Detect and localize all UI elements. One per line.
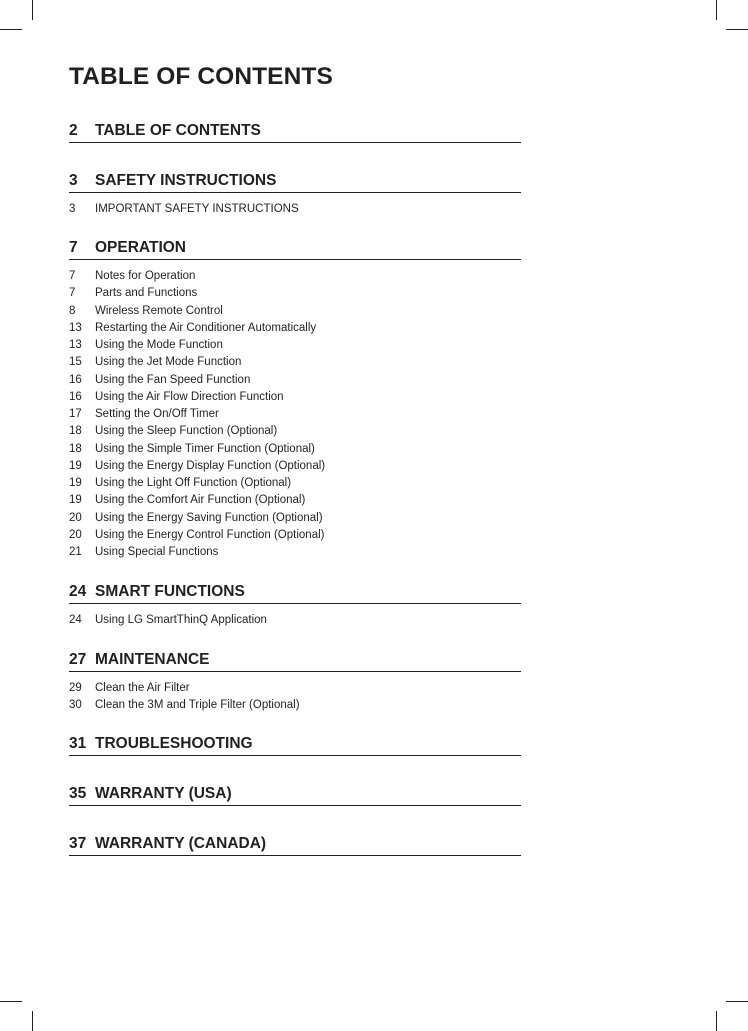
toc-entry-label: Using the Simple Timer Function (Optional) xyxy=(95,442,315,455)
toc-section-page-number: 24 xyxy=(69,583,87,600)
toc-entry-list xyxy=(69,269,521,563)
toc-section xyxy=(69,784,521,806)
toc-entry-page-number: 13 xyxy=(69,321,82,334)
toc-section-heading[interactable] xyxy=(69,171,521,193)
toc-entry-label: Restarting the Air Conditioner Automatically xyxy=(95,321,317,334)
toc-entry[interactable] xyxy=(69,424,521,441)
toc-section-heading[interactable] xyxy=(69,582,521,604)
toc-entry[interactable] xyxy=(69,528,521,545)
toc-entry[interactable] xyxy=(69,442,521,459)
toc-section-heading[interactable] xyxy=(69,650,521,672)
toc-entry[interactable] xyxy=(69,545,521,562)
toc-entry-page-number: 3 xyxy=(69,203,76,215)
toc-entry-label: Using the Mode Function xyxy=(95,339,223,352)
toc-entry-page-number: 24 xyxy=(69,614,82,626)
toc-entry-list xyxy=(69,613,521,630)
crop-mark xyxy=(0,1001,22,1002)
toc-entry-label: Using the Energy Saving Function (Optional) xyxy=(95,511,323,524)
toc-entry-label: Using the Light Off Function (Optional) xyxy=(95,477,292,490)
toc-section-page-number: 35 xyxy=(69,785,87,802)
toc-section-title: SAFETY INSTRUCTIONS xyxy=(95,172,277,189)
toc-entry-page-number: 18 xyxy=(69,442,82,455)
toc-entry-label: Parts and Functions xyxy=(95,287,198,300)
toc-entry[interactable] xyxy=(69,338,521,355)
toc-entry-list xyxy=(69,202,521,219)
toc-entry-page-number: 21 xyxy=(69,546,82,559)
crop-mark xyxy=(726,29,748,30)
toc-entry[interactable] xyxy=(69,304,521,321)
toc-entry-page-number: 16 xyxy=(69,373,82,386)
toc-entry-label: Using the Jet Mode Function xyxy=(95,356,242,369)
toc-section-page-number: 7 xyxy=(69,239,78,256)
toc-section xyxy=(69,238,521,559)
toc-entry[interactable] xyxy=(69,373,521,390)
toc-entry-label: Using the Sleep Function (Optional) xyxy=(95,425,278,438)
toc-section xyxy=(69,121,521,143)
toc-entry-list xyxy=(69,681,521,716)
toc-entry[interactable] xyxy=(69,681,521,698)
toc-section-heading[interactable] xyxy=(69,784,521,806)
toc-entry-label: Using the Fan Speed Function xyxy=(95,373,251,386)
toc-section-page-number: 27 xyxy=(69,651,87,668)
toc-section-title: SMART FUNCTIONS xyxy=(95,583,245,600)
toc-section-heading[interactable] xyxy=(69,121,521,143)
toc-entry-page-number: 30 xyxy=(69,699,82,712)
toc-entry-label: IMPORTANT SAFETY INSTRUCTIONS xyxy=(95,203,299,215)
toc-section-page-number: 31 xyxy=(69,735,87,752)
crop-mark xyxy=(32,0,33,20)
toc-entry-page-number: 29 xyxy=(69,682,82,694)
toc-section-heading[interactable] xyxy=(69,734,521,756)
toc-section xyxy=(69,734,521,756)
toc-entry-label: Notes for Operation xyxy=(95,270,196,282)
toc-section xyxy=(69,171,521,215)
crop-mark xyxy=(0,29,22,30)
toc-entry-label: Using Special Functions xyxy=(95,546,219,559)
toc-entry-page-number: 20 xyxy=(69,528,82,541)
toc-entry-page-number: 8 xyxy=(69,304,76,317)
toc-entry-page-number: 20 xyxy=(69,511,82,524)
toc-entry[interactable] xyxy=(69,476,521,493)
toc-entry-label: Using the Air Flow Direction Function xyxy=(95,390,284,403)
page-title: TABLE OF CONTENTS xyxy=(69,63,333,90)
toc-entry-label: Wireless Remote Control xyxy=(95,304,223,317)
toc-entry[interactable] xyxy=(69,407,521,424)
toc-section-title: TABLE OF CONTENTS xyxy=(95,122,261,139)
toc-entry-page-number: 7 xyxy=(69,270,76,282)
toc-entry-page-number: 19 xyxy=(69,459,82,472)
toc-section-title: OPERATION xyxy=(95,239,186,256)
toc-section xyxy=(69,582,521,626)
toc-entry-label: Using the Comfort Air Function (Optional) xyxy=(95,494,306,507)
toc-entry-page-number: 16 xyxy=(69,390,82,403)
toc-section-page-number: 3 xyxy=(69,172,78,189)
toc-entry[interactable] xyxy=(69,202,521,219)
toc-entry[interactable] xyxy=(69,698,521,715)
toc-section-title: MAINTENANCE xyxy=(95,651,210,668)
toc-section-heading[interactable] xyxy=(69,834,521,856)
toc-entry-page-number: 19 xyxy=(69,477,82,490)
toc-entry[interactable] xyxy=(69,355,521,372)
toc-entry-page-number: 15 xyxy=(69,356,82,369)
toc-entry[interactable] xyxy=(69,390,521,407)
toc-section-title: TROUBLESHOOTING xyxy=(95,735,253,752)
toc-entry[interactable] xyxy=(69,613,521,630)
toc-entry-page-number: 13 xyxy=(69,339,82,352)
toc-section-page-number: 2 xyxy=(69,122,78,139)
toc-section-heading[interactable] xyxy=(69,238,521,260)
toc-entry-page-number: 17 xyxy=(69,408,82,421)
crop-mark xyxy=(726,1001,748,1002)
toc-section-title: WARRANTY (CANADA) xyxy=(95,835,267,852)
toc-section-title: WARRANTY (USA) xyxy=(95,785,232,802)
toc-section xyxy=(69,650,521,712)
toc-entry-label: Clean the Air Filter xyxy=(95,682,190,694)
toc-section-page-number: 37 xyxy=(69,835,87,852)
toc-entry[interactable] xyxy=(69,286,521,303)
toc-entry-label: Using LG SmartThinQ Application xyxy=(95,614,267,626)
toc-entry[interactable] xyxy=(69,511,521,528)
toc-entry-page-number: 7 xyxy=(69,287,76,300)
crop-mark xyxy=(716,1011,717,1031)
toc-entry-page-number: 18 xyxy=(69,425,82,438)
toc-entry-page-number: 19 xyxy=(69,494,82,507)
toc-entry[interactable] xyxy=(69,321,521,338)
toc-entry-label: Clean the 3M and Triple Filter (Optional) xyxy=(95,699,300,712)
toc-entry[interactable] xyxy=(69,493,521,510)
toc-entry-label: Using the Energy Display Function (Optional) xyxy=(95,459,326,472)
toc-entry-label: Setting the On/Off Timer xyxy=(95,408,219,421)
toc-entry-label: Using the Energy Control Function (Optional) xyxy=(95,528,325,541)
toc-section xyxy=(69,834,521,856)
crop-mark xyxy=(716,0,717,20)
toc-entry[interactable] xyxy=(69,459,521,476)
toc-entry[interactable] xyxy=(69,269,521,286)
crop-mark xyxy=(32,1011,33,1031)
